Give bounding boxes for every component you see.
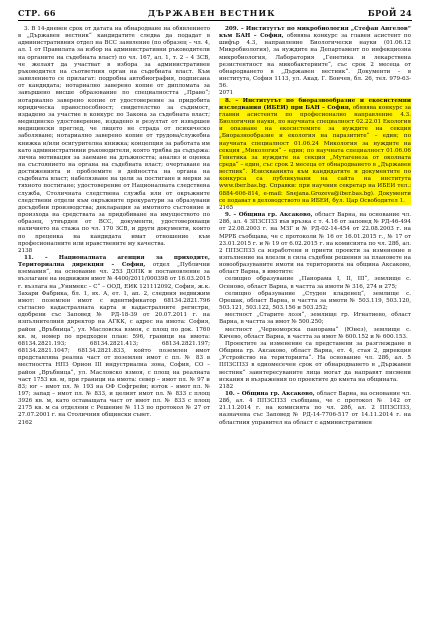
notice-body: област Варна, на основание чл. 28б, ал. 4 ЗПЗСПЗЗ във връзка с т. 4.16 от заповед № РД-46-494 от 22.08.2003 г. на МЗГ и № РД-02-14-454 от 22.08.2003 г. на МРРБ съобщава, че с протоколи № 16 от 16.01.2015 г., № 17 от 23.01.2015 г. и № 19 от 6.02.2015 г. на комисията по чл. 28б, ал. 2 ППЗСПЗЗ са изработени и приети проекти за изменение в изпълнение на влезли в сила съдебни решения за плановете на новообразуваните имоти на територията на община Аксаково, област Варна, в имотите: <box>219 212 411 276</box>
notice-paragraph: селищно образувание „Панорама I, II, III“, землище с. Осеново, област Варна, в частта за имоти № 316, 274 и 275; <box>219 276 411 290</box>
notice-number: 2071 <box>219 90 234 97</box>
left-column <box>18 26 210 427</box>
notice-body: област Варна, на основание чл. 28б, ал. 4 ППЗСПЗЗ съобщава, че с протокол № 142 от 21.11.2014 г. на комисията по чл. 28б, ал. 2 ППЗСПЗЗ, назначена със Заповед № РД-14-7706-517 от 14.11.2014 г. на областния управител на област с административен <box>219 390 411 426</box>
notice-paragraph: местност „Старите лозя“, землище гр. Игнатиево, област Варна, в частта за имот № 500.250; <box>219 312 411 326</box>
publication-title: ДЪРЖАВЕН ВЕСТНИК <box>147 8 276 18</box>
notice-body: отдел „Публични вземания“, на основание чл. 253 ДОПК и постановление за възлагане на недвижим имот № 4400/2011/000398 от 16.03.2015 г. възлага на „Унимекс – С“ – ООД, ЕИК 121112092, София, ж.к. Захари Фабрика, бл. 1, вх. А, ет. 1, ап. 2, следния недвижим имот: поземлен имот с идентификатор 68134.2821.796 съгласно кадастралната карта и кадастралните регистри, одобрени със Заповед № РД-18-39 от 20.07.2011 г. на изпълнителния директор на АГКК, с адрес на имота: София, район „Връбница“, ул. Масловска взмоя, с площ по док. 1760 кв. м, номер по предходен план: 596, граници на имота: 68134.2821.193; 68134.2821.413; 68134.2821.197; 68134.2821.1047; 68134.2821.833, който поземлен имот представлява реална част от поземлен имот с пл. № 83 в местността НПЗ Орион III индустриална зона, София, СО – район „Връбница“, ул. Масловско взмоя, с площ на реалната част 1753 кв. м, при граници на имота: север – имот пл. № 97 и 83; юг – имот пл. № 193 на ОФ Софгрейн; изток – имот пл. № 197; запад – имот пл. № 833, и целият имот пл. № 833 с площ 3926 кв. м, като оставащата част от имот пл. № 833 с площ 2175 кв. м са отделени с Решение № 113 по протокол № 27 от 27.07.2001 г. на Столичния общински съвет. <box>18 262 210 419</box>
notice-paragraph: местност „Черноморска панорама“ (Юнез), землище с. Кичево, област Варна, в частта за имот № 600.152 и № 600.153. <box>219 326 411 340</box>
notice-paragraph <box>219 391 411 427</box>
notice-paragraph <box>219 26 411 90</box>
page-number: СТР. 66 <box>18 8 56 18</box>
notice-paragraph <box>18 255 210 420</box>
notice-paragraph: селищно образувание „Студен кладенец“, землище с. Орешак, област Варна, в частта за имоти № 503.119, 503.120, 503.121, 503.122, 503.156 и 503.252; <box>219 290 411 312</box>
notice-paragraph: Проектите за изменение са представени за разглеждане в Община гр. Аксаково, област Варна, ет. 4, стая 2, дирекция „Устройство на територията“. На основание чл. 28б, ал. 5 ППЗСПЗЗ в едномесечен срок от обнародването в „Държавен вестник“ заинтересуваните лица могат да направят писмени искания и възражения по проектите до кмета на общината. <box>219 340 411 383</box>
notice-body: обявява конкурс за главни асистенти по професионално направление 4.3. Биологични науки, по научната специалност 02.22.01 Екология и опазване на екосистемите за нуждите на секция „Биоразнообразие и екология на паразитите“ – един; по научната специалност 01.06.24 Микология за нуждите на секция „Микология“ – един; по научната специалност 01.06.06 Генетика за нуждите на секция „Мутагенеза от околната среда“ – един, със срок 2 месеца от обнародването в „Държавен вестник“. Изискванията към кандидатите и документите по конкурса са публикувани на сайта на института www.iber.bas.bg. Справки: при научния секретар на ИБЕИ тел.: 0884-606-814, e-mail: Snejana.Grozeva@iber.bas.bg). Документи се подават в деловодството на ИБЕИ, бул. Цар Освободител 1. <box>219 104 411 204</box>
issue-number: БРОЙ 24 <box>367 8 412 18</box>
notice-paragraph: 3. В 14-дневен срок от датата на обнародване на обявлението в „Държавен вестник“ кандидатите следва да подадат в административния отдел на ВСС заявление (по образец – чл. 4, ал. 1 от Правилата за избор на административни ръководители на органите на съдебната власт) по чл. 167, ал. 1, т. 2 – 4 ЗСВ, че желаят да участват в избора за административен ръководител на съответния орган на съдебната власт. Към заявлението се прилагат: подробна автобиография, подписана от кандидата; нотариално заверено копие от дипломата за завършено висше образование по специалността „Право“; нотариално заверено копие от удостоверение за придобита юридическа правоспособност; свидетелство за съдимост, издадено за участие в конкурс по Закона за съдебната власт; медицинско удостоверение, издадено в резултат от извършен медицински преглед, че лицето не страда от психическо заболяване; нотариално заверено копие от трудова/служебна книжка и/или осигурителна книжка; концепция за работата им като административни ръководители, която трябва да съдържа: лична мотивация за заемане на длъжността; анализ и оценка на състоянието на органа на съдебната власт; очертаване на достиженията и проблемите в дейността на органа на съдебната власт; набелязване на цели за постигане и мерки за тяхното постигане; удостоверение от Националната следствена служба, Столичната следствена служба или от окръжните следствени отдели към окръжните прокуратури за образувани досъдебни производства; декларация за имотното състояние и произхода на средствата за придобиване на имуществото по образец, утвърден от ВСС, документи, удостоверяващи наличието на стажа по чл. 170 ЗСВ, и други документи, които по преценка на кандидата имат отношение към професионалните или нравствените му качества. <box>18 26 210 247</box>
highlighted-notice <box>219 98 411 205</box>
notice-number: 2165 <box>219 204 234 211</box>
notice-number: 2138 <box>18 247 33 254</box>
right-column <box>219 26 411 427</box>
notice-title: 9. – Община гр. Аксаково, <box>225 212 313 219</box>
notice-body: обявява конкурс за главен асистент по шифър 4.3, направление Биологически науки (01.06.12 Микробиология), за нуждите на Департамент по инфекциозна микробиология, Лаборатория „Генетика и лекарствена резистентност на микобактериите“, със срок 2 месеца от обнародването в „Държавен вестник“. Документи – в института, София 1113, ул. Акад. Г. Бончев, бл. 26, тел. 979-63-56. <box>219 33 412 90</box>
notice-title: 10. – Община гр. Аксаково, <box>225 390 315 397</box>
notice-number: 2162 <box>18 419 33 426</box>
notice-title: 8. – Институтът по биоразнообразие и екосистемни изследвания (ИБЕИ) при БАН – София, <box>219 97 411 111</box>
page-header <box>18 8 412 21</box>
notice-paragraph <box>219 212 411 276</box>
notice-title: 11. – Националната агенция за приходите, Териториална дирекция – София, <box>18 255 210 269</box>
notice-number: 2182 <box>219 383 234 390</box>
notice-title: 209. – Институтът по микробиология „Стефан Ангелов“ към БАН – София, <box>219 26 411 40</box>
